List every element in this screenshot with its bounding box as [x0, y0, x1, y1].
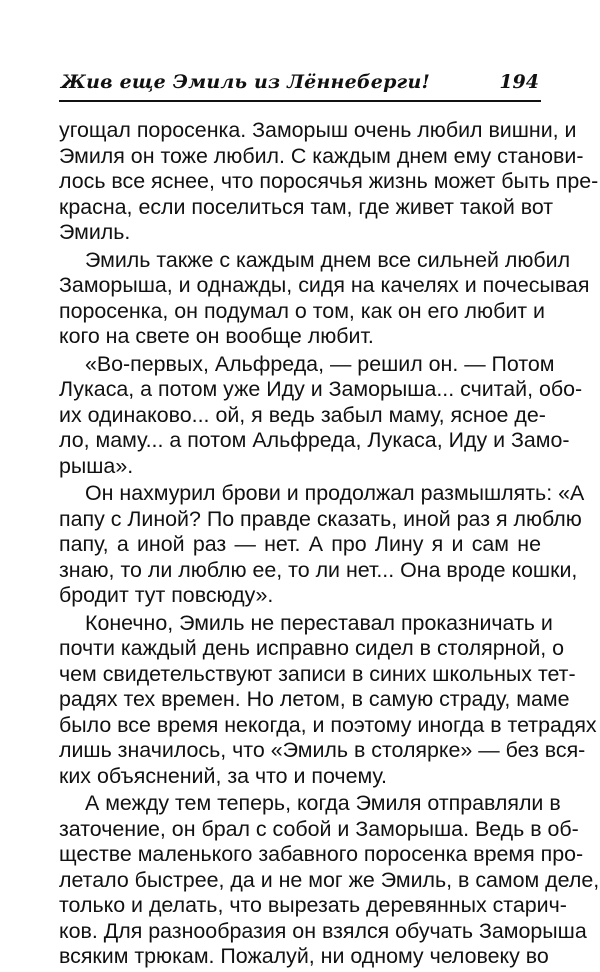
- text-line: только и делать, что вырезать деревянных старич-: [59, 893, 567, 917]
- paragraph: [59, 791, 600, 970]
- text-line: ких объяснений, за что и почему.: [59, 763, 387, 788]
- text-line: бродит тут повсюду».: [59, 583, 274, 607]
- paragraph: [59, 247, 590, 350]
- text-line: папу, а иной раз — нет. А про Лину я и сам не: [59, 532, 541, 556]
- text-line: знаю, то ли люблю ее, то ли нет... Она вроде кошки,: [59, 557, 578, 582]
- text-line: Эмиль также с каждым днем все сильней любил: [85, 247, 571, 272]
- paragraph: [59, 610, 597, 790]
- text-line: чем свидетельствуют записи в синих школьных тет-: [59, 661, 576, 686]
- text-line: Эмиля он тоже любил. С каждым днем ему станови-: [59, 143, 584, 168]
- header-rule: [59, 100, 541, 102]
- text-line: А между тем теперь, когда Эмиля отправляли в: [85, 791, 561, 815]
- text-line: «Во-первых, Альфреда, — решил он. — Потом: [85, 351, 555, 376]
- text-line: Заморыша, и однажды, сидя на качелях и почесывая: [59, 273, 590, 297]
- text-line: Он нахмурил брови и продолжал размышлять: «А: [85, 481, 585, 505]
- text-line: радях тех времен. Но летом, в самую страду, маме: [59, 687, 570, 711]
- text-line: красна, если поселиться там, где живет такой вот: [59, 194, 554, 219]
- text-line: лишь значилось, что «Эмиль в столярке» — без вся-: [59, 738, 586, 762]
- text-line: их одинаково... ой, я ведь забыл маму, ясное де-: [59, 402, 546, 427]
- running-title: Жив еще Эмиль из Лённеберги!: [61, 71, 430, 93]
- text-line: всяким трюкам. Пожалуй, ни одному человеку во: [59, 944, 549, 968]
- text-line: папу с Линой? По правде сказать, иной раз я люблю: [59, 506, 582, 531]
- text-line: поросенка, он подумал о том, как он его любит и: [59, 298, 545, 323]
- text-line: почти каждый день исправно сидел в столярной, о: [59, 636, 565, 660]
- text-line: летало быстрее, да и не мог же Эмиль, в самом деле,: [59, 867, 600, 892]
- text-line: Эмиль.: [59, 220, 131, 244]
- page-header: [59, 68, 541, 98]
- text-line: кого на свете он вообще любит.: [59, 324, 374, 348]
- text-line: Конечно, Эмиль не переставал проказничать и: [85, 610, 553, 635]
- text-line: заточение, он брал с собой и Заморыша. Ведь в об-: [59, 816, 579, 841]
- page-number: 194: [499, 71, 539, 93]
- body-text: [59, 118, 600, 972]
- text-line: лось все яснее, что поросячья жизнь может быть пре-: [59, 169, 599, 193]
- text-line: рыша».: [59, 453, 134, 478]
- paragraph: [59, 351, 583, 480]
- text-line: Лукаса, а потом уже Иду и Заморыша... считай, обо-: [59, 377, 583, 401]
- text-line: ществе маленького забавного поросенка время про-: [59, 842, 584, 866]
- text-line: ков. Для разнообразия он взялся обучать Заморыша: [59, 918, 587, 943]
- text-line: было все время некогда, и поэтому иногда в тетрадях: [59, 712, 597, 737]
- text-line: угощал поросенка. Заморыш очень любил вишни, и: [59, 118, 577, 142]
- paragraph: [59, 481, 585, 609]
- text-line: ло, маму... а потом Альфреда, Лукаса, Иду и Замо-: [59, 428, 570, 452]
- paragraph: [59, 118, 599, 246]
